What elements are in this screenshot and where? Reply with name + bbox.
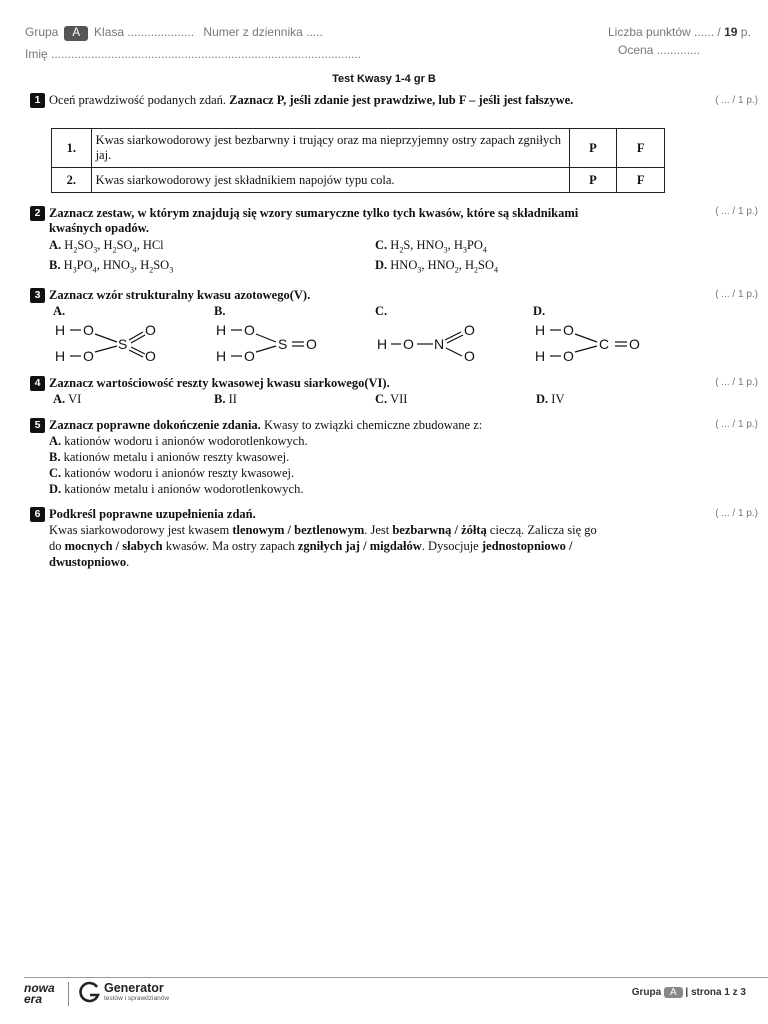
generator-title: Generator	[104, 981, 164, 995]
row-number: 1.	[52, 129, 92, 168]
row-number: 2.	[52, 168, 92, 193]
choice-dwustopniowo[interactable]: dwustopniowo	[49, 555, 127, 569]
choice-jednostopniowo[interactable]: jednostopniowo /	[481, 539, 573, 553]
question-2-text-line1: Zaznacz zestaw, w którym znajdują się wzory sumaryczne tylko tych kwasów, które są składnikami	[49, 206, 579, 220]
class-field[interactable]: Klasa ....................	[94, 25, 195, 39]
question-6-sentence-line1	[49, 523, 597, 538]
atom-o: O	[244, 348, 255, 364]
logo-line2: era	[24, 992, 43, 1006]
logo-line1: nowa	[24, 981, 55, 995]
atom-n: N	[434, 336, 445, 352]
atom-s: S	[118, 336, 128, 352]
sentence-text: . Dysocjuje	[421, 539, 482, 553]
option-d-label[interactable]: D.	[533, 304, 546, 318]
atom-h: H	[55, 348, 66, 364]
question-6-sentence-line2	[49, 539, 573, 554]
option-b[interactable]	[49, 450, 289, 465]
structure-b[interactable]	[216, 320, 336, 372]
question-3	[30, 288, 730, 303]
choice-bezbarwna-zolta[interactable]: bezbarwną / żółtą	[392, 523, 487, 537]
choice-zgnilych-migdalow[interactable]: zgniłych jaj / migdałów	[297, 539, 422, 553]
option-b-label[interactable]: B.	[214, 304, 226, 318]
header-group-row	[25, 25, 323, 41]
question-4	[30, 376, 730, 391]
name-field[interactable]: Imię .............................................................................................	[25, 47, 362, 61]
question-4-text: Zaznacz wartościowość reszty kwasowej kwasu siarkowego(VI).	[49, 376, 390, 390]
points-label: Liczba punktów ...... /	[608, 25, 721, 39]
test-title: Test Kwasy 1-4 gr B	[332, 73, 436, 85]
option-text: kationów metalu i anionów reszty kwasowej.	[63, 450, 290, 464]
option-letter: D.	[536, 392, 549, 406]
question-1-text: Oceń prawdziwość podanych zdań.	[49, 93, 227, 107]
atom-h: H	[216, 322, 227, 338]
question-number: 5	[30, 418, 45, 433]
option-value: II	[228, 392, 237, 406]
group-badge: A	[64, 26, 88, 41]
row-statement: Kwas siarkowodorowy jest bezbarwny i trujący oraz ma nieprzyjemny ostry zapach zgniłych jaj.	[91, 129, 569, 168]
atom-s: S	[278, 336, 288, 352]
question-number: 4	[30, 376, 45, 391]
question-3-points: ( ... / 1 p.)	[715, 289, 758, 300]
option-letter: C.	[49, 466, 62, 480]
grade-field[interactable]: Ocena .............	[618, 43, 701, 57]
table-row	[52, 168, 665, 193]
option-a[interactable]	[53, 392, 81, 407]
points-field	[608, 25, 751, 39]
option-letter: B.	[214, 392, 226, 406]
false-option[interactable]: F	[617, 168, 665, 193]
atom-c: C	[599, 336, 610, 352]
atom-h: H	[535, 322, 546, 338]
table-row	[52, 129, 665, 168]
row-statement: Kwas siarkowodorowy jest składnikiem napojów typu cola.	[91, 168, 569, 193]
sentence-text: Kwas siarkowodorowy jest kwasem	[49, 523, 233, 537]
false-option[interactable]: F	[617, 129, 665, 168]
option-a[interactable]: A. $H_2SO_3$, $H_2SO_4$, HCl	[49, 238, 164, 255]
atom-o: O	[145, 348, 156, 364]
generator-g-icon	[77, 981, 101, 1005]
option-a-label[interactable]: A.	[53, 304, 66, 318]
option-c[interactable]	[375, 392, 407, 407]
generator-text	[104, 982, 169, 1003]
option-letter: A.	[49, 238, 62, 252]
atom-o: O	[563, 322, 574, 338]
atom-h: H	[216, 348, 227, 364]
question-6	[30, 507, 730, 522]
atom-h: H	[535, 348, 546, 364]
question-4-points: ( ... / 1 p.)	[715, 377, 758, 388]
generator-logo	[77, 981, 101, 1009]
option-b[interactable]: B. $H_3PO_4$, $HNO_3$, $H_2SO_3$	[49, 258, 174, 275]
sentence-text: .	[126, 555, 130, 569]
group-label: Grupa	[25, 25, 59, 39]
atom-o: O	[563, 348, 574, 364]
atom-o: O	[464, 348, 475, 364]
question-5-instruction: Zaznacz poprawne dokończenie zdania.	[49, 418, 261, 432]
option-b[interactable]	[214, 392, 237, 407]
question-1-instruction: Zaznacz P, jeśli zdanie jest prawdziwe, lub F – jeśli jest fałszywe.	[229, 93, 574, 107]
option-letter: C.	[375, 238, 388, 252]
question-6-text: Podkreśl poprawne uzupełnienia zdań.	[49, 507, 256, 521]
footer-group-badge: A	[664, 987, 683, 998]
sentence-text: . Jest	[364, 523, 393, 537]
true-false-table	[51, 128, 665, 193]
question-1-points: ( ... / 1 p.)	[715, 95, 758, 106]
sentence-text: kwasów. Ma ostry zapach	[162, 539, 298, 553]
option-c[interactable]: C. $H_2S$, $HNO_3$, $H_3PO_4$	[375, 238, 487, 255]
option-value: IV	[551, 392, 565, 406]
option-d[interactable]	[49, 482, 303, 497]
footer-page-info	[632, 987, 746, 998]
page-number: | strona 1 z 3	[685, 987, 746, 998]
register-number-field[interactable]: Numer z dziennika .....	[203, 25, 323, 39]
atom-o: O	[83, 322, 94, 338]
points-suffix: p.	[740, 25, 751, 39]
atom-o: O	[403, 336, 414, 352]
question-5-text: Kwasy to związki chemiczne zbudowane z:	[263, 418, 483, 432]
true-option[interactable]: P	[569, 168, 617, 193]
option-value: VI	[68, 392, 82, 406]
footer-group-label: Grupa	[631, 987, 662, 998]
option-d[interactable]	[536, 392, 564, 407]
question-2-text-line2: kwaśnych opadów.	[49, 221, 150, 235]
atom-h: H	[55, 322, 66, 338]
structure-d[interactable]	[535, 320, 655, 372]
sentence-text: cieczą. Zalicza się go	[486, 523, 597, 537]
structure-a[interactable]	[55, 320, 175, 372]
sentence-text: do	[49, 539, 65, 553]
footer-divider	[24, 977, 768, 978]
option-letter: A.	[53, 392, 66, 406]
question-number: 2	[30, 206, 45, 221]
choice-mocnych-slabych[interactable]: mocnych / słabych	[64, 539, 163, 553]
question-6-sentence-line3	[49, 555, 129, 570]
option-value: VII	[390, 392, 408, 406]
question-5-points: ( ... / 1 p.)	[715, 419, 758, 430]
points-total: 19	[724, 25, 738, 39]
nowa-era-logo	[24, 983, 55, 1005]
option-d[interactable]: D. $HNO_3$, $HNO_2$, $H_2SO_4$	[375, 258, 498, 275]
atom-h: H	[377, 336, 388, 352]
option-letter: B.	[49, 258, 61, 272]
option-c-label[interactable]: C.	[375, 304, 388, 318]
option-c[interactable]	[49, 466, 294, 481]
true-option[interactable]: P	[569, 129, 617, 168]
option-text: kationów metalu i anionów wodorotlenkowych.	[64, 482, 304, 496]
structure-c[interactable]	[377, 320, 497, 372]
question-number: 1	[30, 93, 45, 108]
question-1	[30, 93, 730, 108]
option-letter: D.	[375, 258, 388, 272]
question-2	[30, 206, 730, 236]
question-number: 3	[30, 288, 45, 303]
question-6-points: ( ... / 1 p.)	[715, 508, 758, 519]
option-letter: A.	[49, 434, 62, 448]
atom-o: O	[629, 336, 640, 352]
question-number: 6	[30, 507, 45, 522]
atom-o: O	[145, 322, 156, 338]
choice-tlenowy-beztlenowy[interactable]: tlenowym / beztlenowym	[232, 523, 365, 537]
option-text: kationów wodoru i anionów reszty kwasowej.	[64, 466, 295, 480]
question-2-points: ( ... / 1 p.)	[715, 206, 758, 217]
atom-o: O	[83, 348, 94, 364]
question-3-text: Zaznacz wzór strukturalny kwasu azotowego(V).	[49, 288, 311, 302]
atom-o: O	[244, 322, 255, 338]
generator-subtitle: testów i sprawdzianów	[104, 995, 170, 1002]
atom-o: O	[306, 336, 317, 352]
option-a[interactable]	[49, 434, 308, 449]
logo-separator	[68, 982, 69, 1006]
option-letter: B.	[49, 450, 61, 464]
option-text: kationów wodoru i anionów wodorotlenkowych.	[64, 434, 308, 448]
atom-o: O	[464, 322, 475, 338]
option-letter: C.	[375, 392, 388, 406]
question-5	[30, 418, 730, 433]
option-letter: D.	[49, 482, 62, 496]
